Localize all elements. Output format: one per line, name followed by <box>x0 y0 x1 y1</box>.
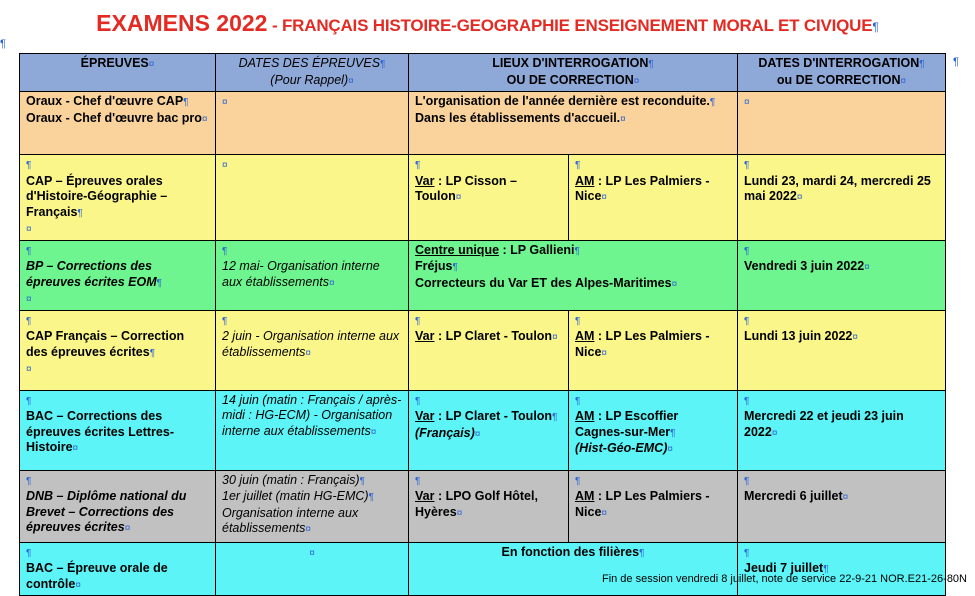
date-cell: ¶ Mercredi 6 juillet¤ <box>738 470 946 542</box>
header-epreuves: ÉPREUVES¤ <box>20 54 216 92</box>
lieu-cell: L'organisation de l'année dernière est reconduite.¶ Dans les établissements d'accueil.¤ <box>409 92 738 155</box>
dates-cell: ¤ <box>216 92 409 155</box>
table-row <box>20 310 946 390</box>
epreuve-cell: ¶ BAC – Corrections des épreuves écrites Lettres-Histoire¤ <box>20 390 216 470</box>
table-row <box>20 390 946 470</box>
title-main: EXAMENS 2022 <box>96 10 268 36</box>
footer-note: Fin de session vendredi 8 juillet, note de service 22-9-21 NOR.E21-26-80N <box>601 573 967 585</box>
epreuve-cell: ¶ DNB – Diplôme national du Brevet – Corrections des épreuves écrites¤ <box>20 470 216 542</box>
lieu-var-cell: ¶ Var : LP Claret - Toulon¤ <box>409 310 569 390</box>
header-dates-interrogation: DATES D'INTERROGATION¶ ou DE CORRECTION¤ <box>738 54 946 92</box>
lieu-am-cell: ¶ AM : LP Les Palmiers - Nice¤ <box>569 155 738 241</box>
epreuve-cell: ¶ BAC – Épreuve orale de contrôle¤ <box>20 542 216 596</box>
table-row <box>20 92 946 155</box>
dates-cell: ¶ 2 juin - Organisation interne aux établissements¤ <box>216 310 409 390</box>
dates-cell: 30 juin (matin : Français)¶ 1er juillet (matin HG-EMC)¶ Organisation interne aux établissements¤ <box>216 470 409 542</box>
pilcrow-mark: ¶ <box>872 20 879 34</box>
lieu-cell: En fonction des filières¶ <box>409 542 738 596</box>
date-cell: ¶ Vendredi 3 juin 2022¤ <box>738 240 946 310</box>
dates-cell: ¤ <box>216 542 409 596</box>
lieu-am-cell: ¶ AM : LP Escoffier Cagnes-sur-Mer¶ (Hist-Géo-EMC)¤ <box>569 390 738 470</box>
header-dates-epreuves: DATES DES ÉPREUVES¶ (Pour Rappel)¤ <box>216 54 409 92</box>
lieu-var-cell: ¶ Var : LP Claret - Toulon¶ (Français)¤ <box>409 390 569 470</box>
table-header-row <box>20 54 946 92</box>
date-cell: ¶ Lundi 23, mardi 24, mercredi 25 mai 2022¤ <box>738 155 946 241</box>
table-row <box>20 240 946 310</box>
right-margin-mark: ¶ <box>953 56 959 68</box>
document-title <box>0 10 975 37</box>
title-subject: - FRANÇAIS HISTOIRE-GEOGRAPHIE ENSEIGNEMENT MORAL ET CIVIQUE <box>267 16 873 35</box>
lieu-var-cell: ¶ Var : LPO Golf Hôtel, Hyères¤ <box>409 470 569 542</box>
date-cell: ¶ Lundi 13 juin 2022¤ <box>738 310 946 390</box>
lieu-am-cell: ¶ AM : LP Les Palmiers - Nice¤ <box>569 310 738 390</box>
epreuve-cell: ¶ CAP Français – Correction des épreuves écrites¶ ¤ <box>20 310 216 390</box>
epreuve-cell: ¶ CAP – Épreuves orales d'Histoire-Géographie – Français¶ ¤ <box>20 155 216 241</box>
dates-cell: 14 juin (matin : Français / après-midi : HG-ECM) - Organisation interne aux établissements¤ <box>216 390 409 470</box>
table-row <box>20 470 946 542</box>
lieu-cell: Centre unique : LP Gallieni¶ Fréjus¶ Correcteurs du Var ET des Alpes-Maritimes¤ <box>409 240 738 310</box>
epreuve-cell: Oraux - Chef d'œuvre CAP¶ Oraux - Chef d'œuvre bac pro¤ <box>20 92 216 155</box>
date-cell: ¶ Jeudi 7 juillet¶ <box>738 542 946 596</box>
header-lieux: LIEUX D'INTERROGATION¶ OU DE CORRECTION¤ <box>409 54 738 92</box>
lieu-am-cell: ¶ AM : LP Les Palmiers - Nice¤ <box>569 470 738 542</box>
dates-cell: ¤ <box>216 155 409 241</box>
table-row <box>20 542 946 596</box>
lieu-var-cell: ¶ Var : LP Cisson – Toulon¤ <box>409 155 569 241</box>
exam-schedule-table <box>19 53 946 596</box>
left-margin-mark: ¶ <box>0 38 6 50</box>
epreuve-cell: ¶ BP – Corrections des épreuves écrites EOM¶ ¤ <box>20 240 216 310</box>
table-row <box>20 155 946 241</box>
date-cell: ¶ Mercredi 22 et jeudi 23 juin 2022¤ <box>738 390 946 470</box>
date-cell: ¤ <box>738 92 946 155</box>
dates-cell: ¶ 12 mai- Organisation interne aux établissements¤ <box>216 240 409 310</box>
